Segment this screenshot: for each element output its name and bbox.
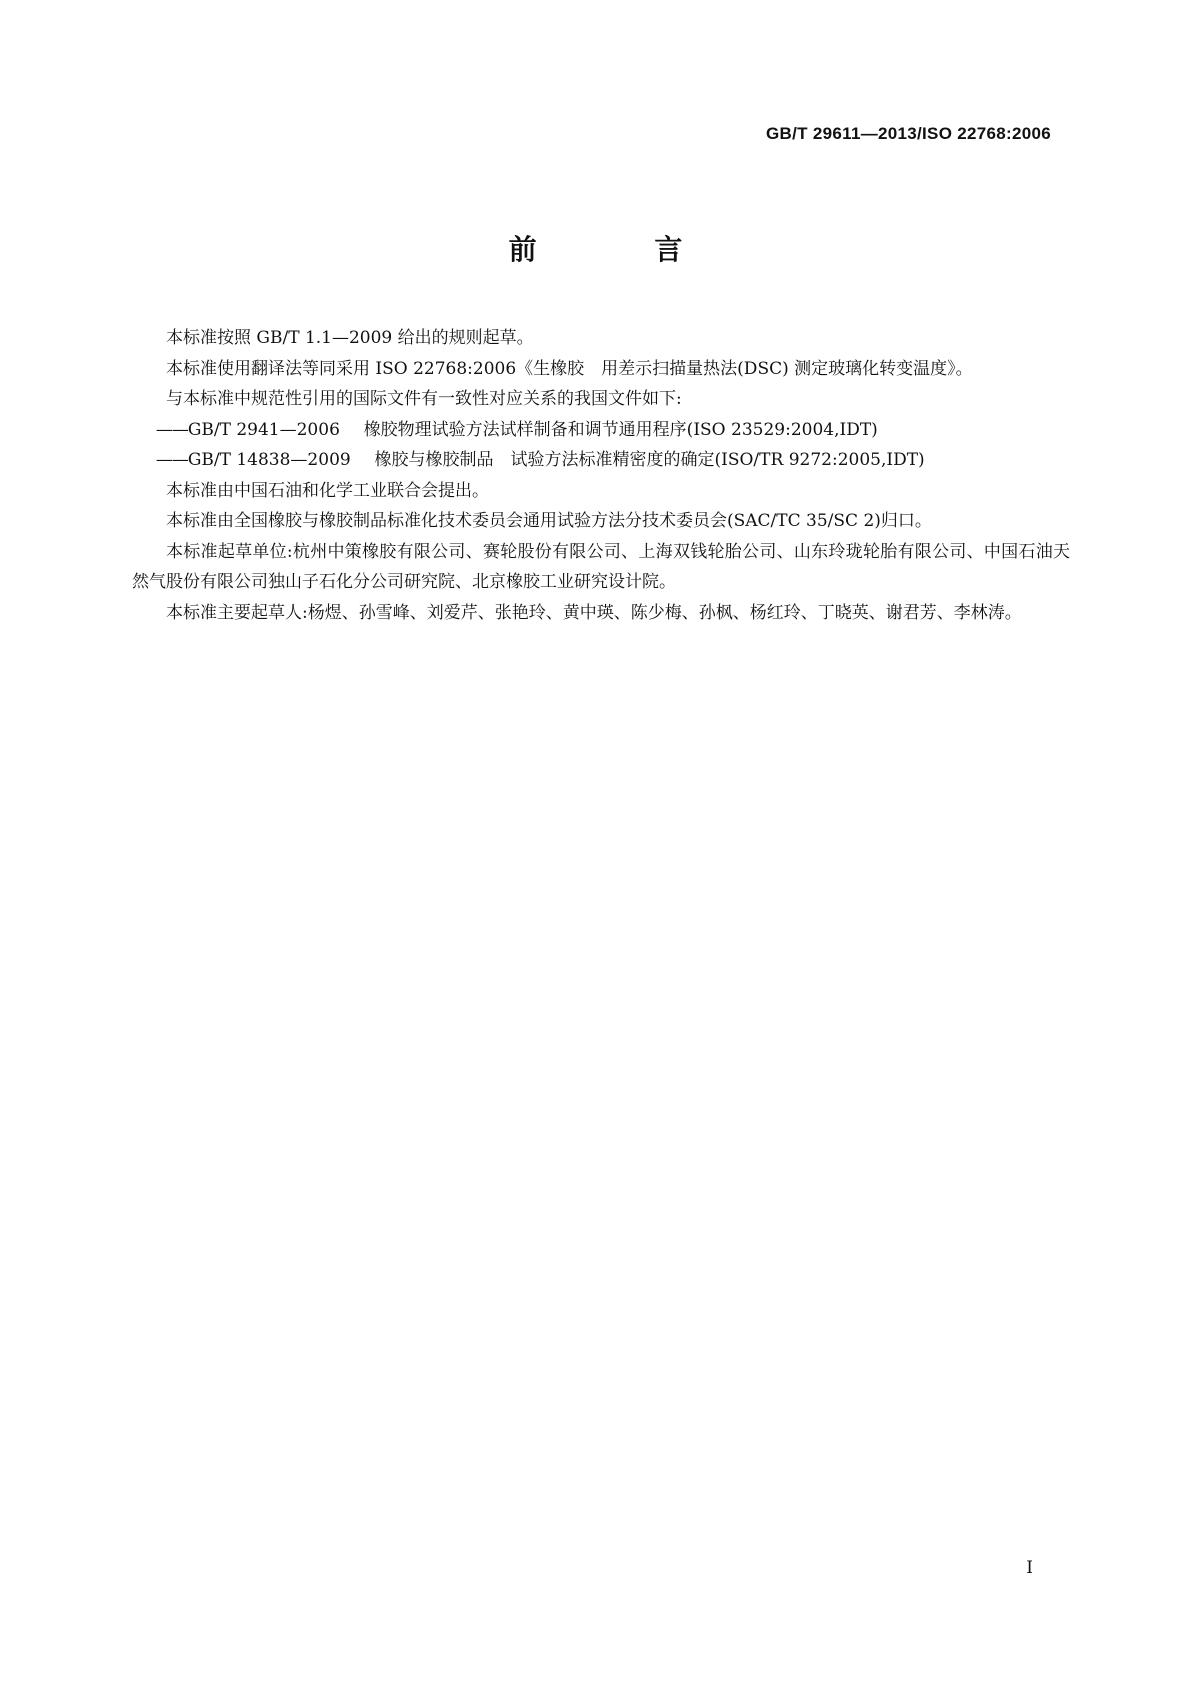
foreword-body: [132, 323, 1070, 628]
paragraph-drafters: 本标准主要起草人:杨煜、孙雪峰、刘爱芹、张艳玲、黄中瑛、陈少梅、孙枫、杨红玲、丁晓英、谢君芳、李林涛。: [166, 602, 1022, 623]
reference-item: [132, 415, 1070, 446]
paragraph-drafting-units: 本标准起草单位:杭州中策橡胶有限公司、赛轮股份有限公司、上海双钱轮胎公司、山东玲珑轮胎有限公司、中国石油天然气股份有限公司独山子石化分公司研究院、北京橡胶工业研究设计院。: [132, 541, 1070, 592]
reference-code: GB/T 2941—2006: [187, 419, 340, 440]
paragraph-references-intro: 与本标准中规范性引用的国际文件有一致性对应关系的我国文件如下:: [166, 389, 682, 409]
paragraph-adoption: 本标准使用翻译法等同采用 ISO 22768:2006《生橡胶 用差示扫描量热法(DSC) 测定玻璃化转变温度》。: [166, 358, 973, 379]
reference-dash: ——: [155, 419, 188, 440]
standard-number-header: GB/T 29611—2013/ISO 22768:2006: [766, 124, 1051, 143]
paragraph-drafting-rules: 本标准按照 GB/T 1.1—2009 给出的规则起草。: [166, 328, 534, 348]
reference-title: 橡胶与橡胶制品 试验方法标准精密度的确定(ISO/TR 9272:2005,IDT): [374, 450, 925, 470]
reference-code: GB/T 14838—2009: [187, 450, 351, 470]
reference-title: 橡胶物理试验方法试样制备和调节通用程序(ISO 23529:2004,IDT): [363, 419, 878, 440]
reference-item: [132, 445, 1070, 476]
page-number: I: [1026, 1558, 1033, 1578]
paragraph-proposer: 本标准由中国石油和化学工业联合会提出。: [166, 480, 489, 501]
paragraph-technical-committee: 本标准由全国橡胶与橡胶制品标准化技术委员会通用试验方法分技术委员会(SAC/TC 35/SC 2)归口。: [166, 511, 932, 531]
reference-dash: ——: [155, 450, 188, 470]
page-title: 前 言: [508, 233, 737, 266]
